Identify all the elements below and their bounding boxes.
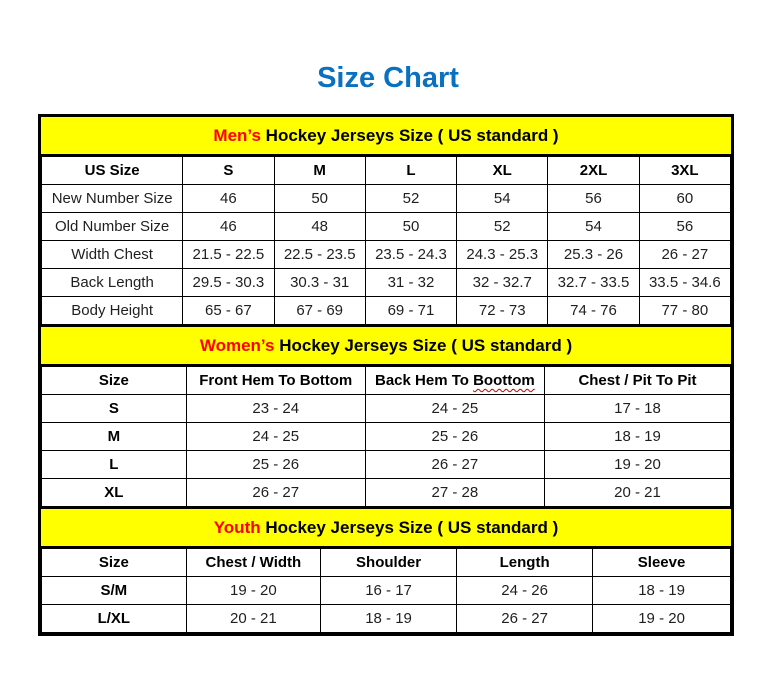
- row-label: XL: [42, 479, 187, 507]
- size-value-cell: 24.3 - 25.3: [457, 241, 548, 269]
- table-row: [42, 605, 731, 633]
- row-label: Old Number Size: [42, 213, 183, 241]
- youth-header-row: [42, 549, 731, 577]
- row-label: New Number Size: [42, 185, 183, 213]
- size-value-cell: 18 - 19: [593, 577, 731, 605]
- mens-header-row: [42, 157, 731, 185]
- column-header: Chest / Pit To Pit: [544, 367, 730, 395]
- table-row: [42, 451, 731, 479]
- table-row: [42, 395, 731, 423]
- size-value-cell: 19 - 20: [544, 451, 730, 479]
- size-value-cell: 50: [365, 213, 456, 241]
- row-label: L/XL: [42, 605, 187, 633]
- size-value-cell: 50: [274, 185, 365, 213]
- column-header: Length: [457, 549, 593, 577]
- size-value-cell: 24 - 25: [365, 395, 544, 423]
- size-value-cell: 54: [457, 185, 548, 213]
- table-row: [42, 269, 731, 297]
- womens-heading-rest: Hockey Jerseys Size ( US standard ): [274, 336, 573, 355]
- size-value-cell: 25.3 - 26: [548, 241, 639, 269]
- size-value-cell: 18 - 19: [321, 605, 457, 633]
- size-value-cell: 65 - 67: [183, 297, 274, 325]
- size-value-cell: 60: [639, 185, 730, 213]
- size-value-cell: 21.5 - 22.5: [183, 241, 274, 269]
- womens-header-row: [42, 367, 731, 395]
- womens-size-section: [41, 325, 731, 507]
- size-value-cell: 17 - 18: [544, 395, 730, 423]
- column-header: US Size: [42, 157, 183, 185]
- size-value-cell: 52: [365, 185, 456, 213]
- size-value-cell: 25 - 26: [365, 423, 544, 451]
- size-value-cell: 16 - 17: [321, 577, 457, 605]
- mens-heading-accent: Men’s: [213, 126, 261, 145]
- mens-heading-rest: Hockey Jerseys Size ( US standard ): [260, 126, 559, 145]
- womens-heading-accent: Women’s: [199, 336, 275, 355]
- size-value-cell: 32 - 32.7: [457, 269, 548, 297]
- size-value-cell: 26 - 27: [457, 605, 593, 633]
- size-value-cell: 52: [457, 213, 548, 241]
- size-value-cell: 46: [183, 213, 274, 241]
- row-label: S: [42, 395, 187, 423]
- mens-size-table: [41, 156, 731, 325]
- table-row: [42, 241, 731, 269]
- size-value-cell: 20 - 21: [544, 479, 730, 507]
- size-value-cell: 56: [548, 185, 639, 213]
- size-value-cell: 19 - 20: [593, 605, 731, 633]
- row-label: Width Chest: [42, 241, 183, 269]
- size-value-cell: 22.5 - 23.5: [274, 241, 365, 269]
- column-header: Back Hem To Boottom: [365, 367, 544, 395]
- table-row: [42, 297, 731, 325]
- size-value-cell: 69 - 71: [365, 297, 456, 325]
- column-header: Size: [42, 367, 187, 395]
- column-header: L: [365, 157, 456, 185]
- size-value-cell: 24 - 26: [457, 577, 593, 605]
- womens-section-heading: [41, 325, 731, 366]
- size-value-cell: 23.5 - 24.3: [365, 241, 456, 269]
- size-value-cell: 20 - 21: [186, 605, 320, 633]
- size-value-cell: 32.7 - 33.5: [548, 269, 639, 297]
- size-value-cell: 31 - 32: [365, 269, 456, 297]
- youth-section-heading: [41, 507, 731, 548]
- table-row: [42, 185, 731, 213]
- size-value-cell: 18 - 19: [544, 423, 730, 451]
- row-label: Body Height: [42, 297, 183, 325]
- row-label: Back Length: [42, 269, 183, 297]
- column-header: M: [274, 157, 365, 185]
- size-chart-tables: [38, 114, 734, 636]
- size-value-cell: 27 - 28: [365, 479, 544, 507]
- size-value-cell: 67 - 69: [274, 297, 365, 325]
- size-value-cell: 26 - 27: [639, 241, 730, 269]
- size-value-cell: 23 - 24: [186, 395, 365, 423]
- column-header: 2XL: [548, 157, 639, 185]
- size-value-cell: 25 - 26: [186, 451, 365, 479]
- row-label: M: [42, 423, 187, 451]
- size-value-cell: 33.5 - 34.6: [639, 269, 730, 297]
- size-value-cell: 46: [183, 185, 274, 213]
- size-value-cell: 24 - 25: [186, 423, 365, 451]
- table-row: [42, 479, 731, 507]
- table-row: [42, 423, 731, 451]
- table-row: [42, 577, 731, 605]
- size-value-cell: 29.5 - 30.3: [183, 269, 274, 297]
- column-header: 3XL: [639, 157, 730, 185]
- column-header: XL: [457, 157, 548, 185]
- row-label: L: [42, 451, 187, 479]
- youth-size-table: [41, 548, 731, 633]
- size-value-cell: 48: [274, 213, 365, 241]
- mens-size-section: [41, 117, 731, 325]
- size-value-cell: 77 - 80: [639, 297, 730, 325]
- size-value-cell: 56: [639, 213, 730, 241]
- page-title: Size Chart: [317, 62, 459, 94]
- column-header: Sleeve: [593, 549, 731, 577]
- column-header: Chest / Width: [186, 549, 320, 577]
- size-value-cell: 74 - 76: [548, 297, 639, 325]
- womens-size-table: [41, 366, 731, 507]
- youth-size-section: [41, 507, 731, 633]
- size-value-cell: 26 - 27: [186, 479, 365, 507]
- table-row: [42, 213, 731, 241]
- size-value-cell: 72 - 73: [457, 297, 548, 325]
- column-header: Front Hem To Bottom: [186, 367, 365, 395]
- row-label: S/M: [42, 577, 187, 605]
- column-header: Shoulder: [321, 549, 457, 577]
- youth-heading-accent: Youth: [213, 518, 261, 537]
- size-value-cell: 19 - 20: [186, 577, 320, 605]
- misspelled-word: Boottom: [473, 372, 535, 389]
- column-header: S: [183, 157, 274, 185]
- size-value-cell: 54: [548, 213, 639, 241]
- youth-heading-rest: Hockey Jerseys Size ( US standard ): [260, 518, 559, 537]
- mens-section-heading: [41, 117, 731, 156]
- size-value-cell: 30.3 - 31: [274, 269, 365, 297]
- size-value-cell: 26 - 27: [365, 451, 544, 479]
- column-header: Size: [42, 549, 187, 577]
